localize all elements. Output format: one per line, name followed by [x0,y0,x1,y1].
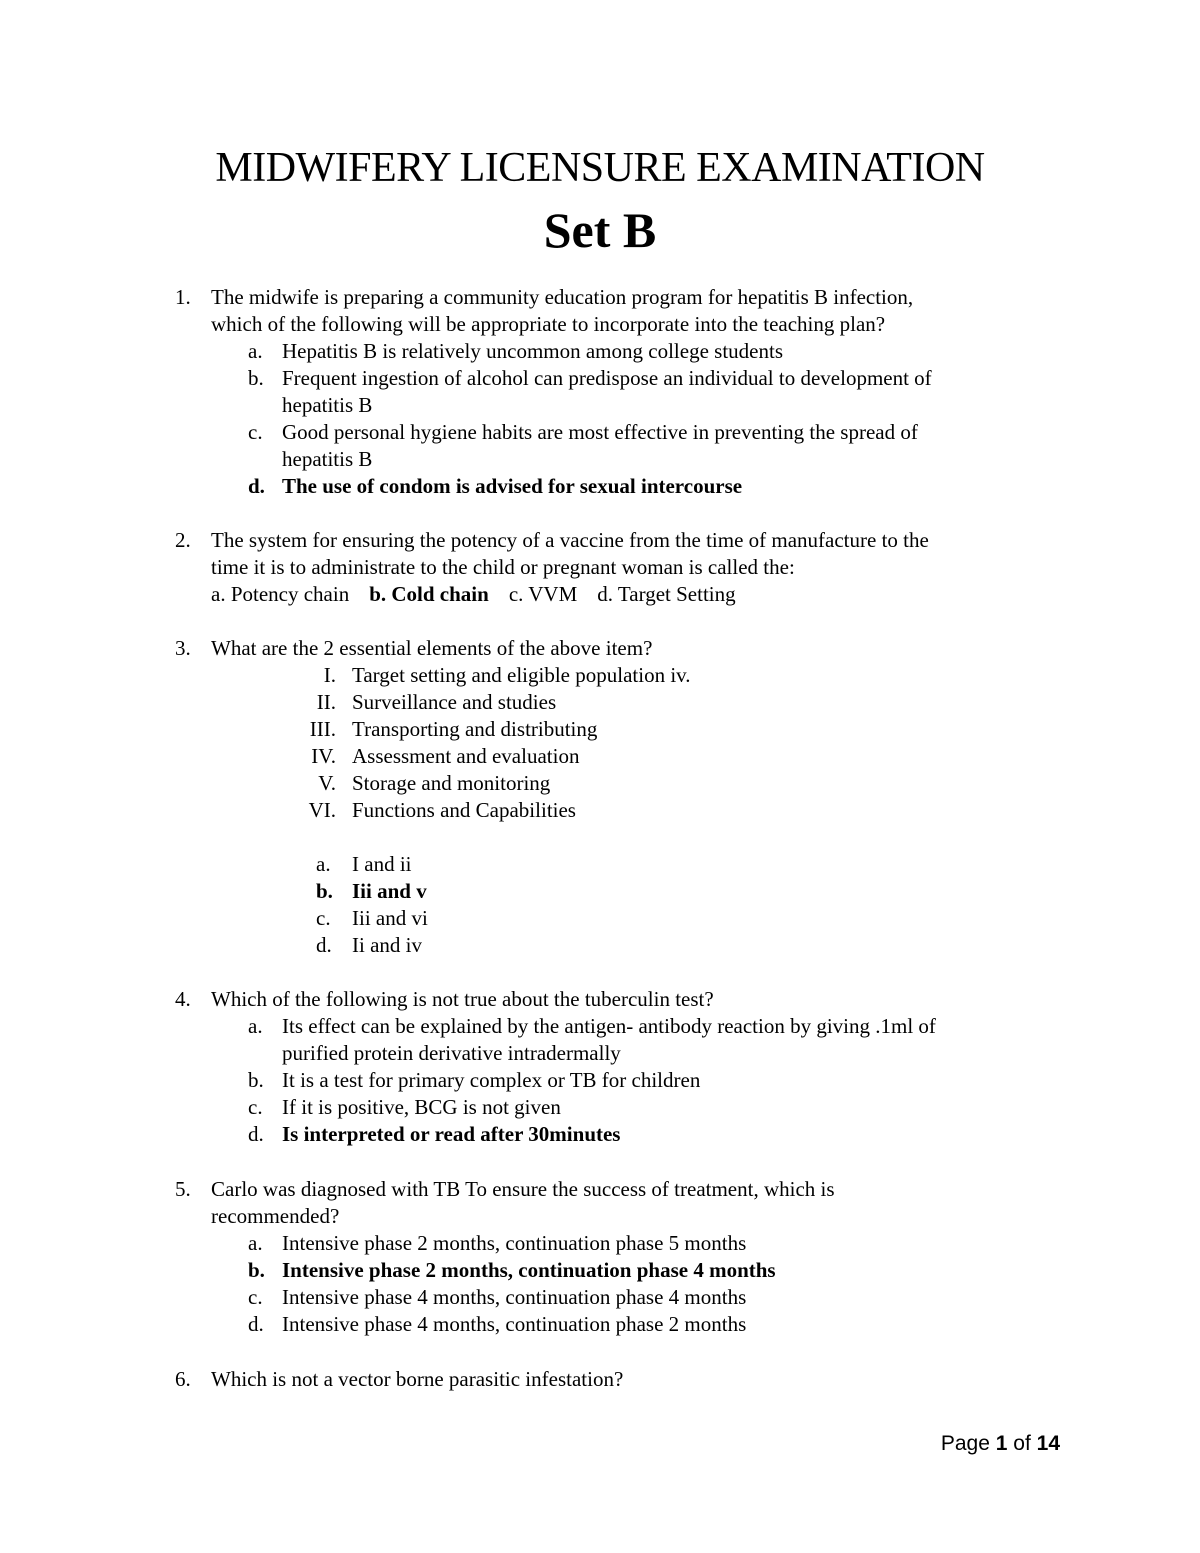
page-current: 1 [995,1432,1008,1455]
roman-numeral: I. [323,663,336,687]
option-b-correct: b. Cold chain [369,582,489,606]
roman-numeral: II. [316,690,336,714]
option-letter-correct: d. [248,474,265,498]
option-d: d. Target Setting [597,582,736,606]
option-letter: a. [316,852,331,876]
option-text-correct: Iii and v [352,879,427,903]
roman-numeral: VI. [308,798,336,822]
page-subtitle: Set B [543,202,657,258]
option-text: hepatitis B [282,393,373,417]
option-text: Intensive phase 4 months, continuation phase 2 months [282,1312,747,1336]
question-text: which of the following will be appropriate to incorporate into the teaching plan? [211,312,886,336]
option-letter: c. [248,1285,263,1309]
roman-numeral: V. [318,771,336,795]
option-text: I and ii [352,852,412,876]
option-letter: b. [248,366,264,390]
question-text: Which of the following is not true about the tuberculin test? [211,987,714,1011]
option-text: Intensive phase 2 months, continuation phase 5 months [282,1231,747,1255]
roman-item-text: Target setting and eligible population iv. [352,663,691,687]
option-text: Hepatitis B is relatively uncommon among college students [282,339,783,363]
page-of-label: of [1013,1432,1031,1455]
option-text: It is a test for primary complex or TB for children [282,1068,701,1092]
option-c: c. VVM [508,582,578,606]
option-letter: a. [248,1014,263,1038]
inline-options [211,581,736,608]
page-title: MIDWIFERY LICENSURE EXAMINATION [215,145,985,191]
roman-item-text: Transporting and distributing [352,717,598,741]
roman-item-text: Surveillance and studies [352,690,557,714]
question-number: 2. [175,528,191,552]
option-letter: a. [248,339,263,363]
question-text: Carlo was diagnosed with TB To ensure the success of treatment, which is [211,1177,835,1201]
question-text: recommended? [211,1204,340,1228]
option-text: If it is positive, BCG is not given [282,1095,561,1119]
question-text: Which is not a vector borne parasitic infestation? [211,1367,624,1391]
option-letter: a. [248,1231,263,1255]
roman-item-text: Functions and Capabilities [352,798,576,822]
option-letter: c. [316,906,331,930]
question-number: 1. [175,285,191,309]
option-letter: c. [248,420,263,444]
option-letter-correct: b. [316,879,333,903]
option-letter: d. [316,933,332,957]
option-text-correct: Is interpreted or read after 30minutes [282,1122,621,1146]
roman-item-text: Assessment and evaluation [352,744,580,768]
question-number: 3. [175,636,191,660]
option-text: Frequent ingestion of alcohol can predispose an individual to development of [282,366,932,390]
question-number: 4. [175,987,191,1011]
roman-numeral: III. [309,717,336,741]
option-letter-correct: b. [248,1258,265,1282]
question-text: What are the 2 essential elements of the above item? [211,636,653,660]
option-letter: d. [248,1312,264,1336]
question-number: 6. [175,1367,191,1391]
page-label: Page [940,1432,990,1455]
option-text-correct: The use of condom is advised for sexual intercourse [282,474,743,498]
option-letter: c. [248,1095,263,1119]
option-text: Iii and vi [352,906,428,930]
option-text-correct: Intensive phase 2 months, continuation phase 4 months [282,1258,776,1282]
roman-item-text: Storage and monitoring [352,771,551,795]
option-text: Intensive phase 4 months, continuation phase 4 months [282,1285,747,1309]
option-letter: b. [248,1068,264,1092]
question-number: 5. [175,1177,191,1201]
option-text: purified protein derivative intradermally [282,1041,621,1065]
question-text: The midwife is preparing a community education program for hepatitis B infection, [211,285,914,309]
page-footer [941,1432,1060,1456]
option-text: Its effect can be explained by the antigen- antibody reaction by giving .1ml of [282,1014,936,1038]
question-text: The system for ensuring the potency of a vaccine from the time of manufacture to the [211,528,929,552]
question-text: time it is to administrate to the child or pregnant woman is called the: [211,555,795,579]
option-letter: d. [248,1122,264,1146]
option-a: a. Potency chain [211,582,350,606]
option-text: Ii and iv [352,933,422,957]
option-text: hepatitis B [282,447,373,471]
roman-numeral: IV. [311,744,336,768]
option-text: Good personal hygiene habits are most effective in preventing the spread of [282,420,918,444]
page-total: 14 [1036,1432,1060,1455]
